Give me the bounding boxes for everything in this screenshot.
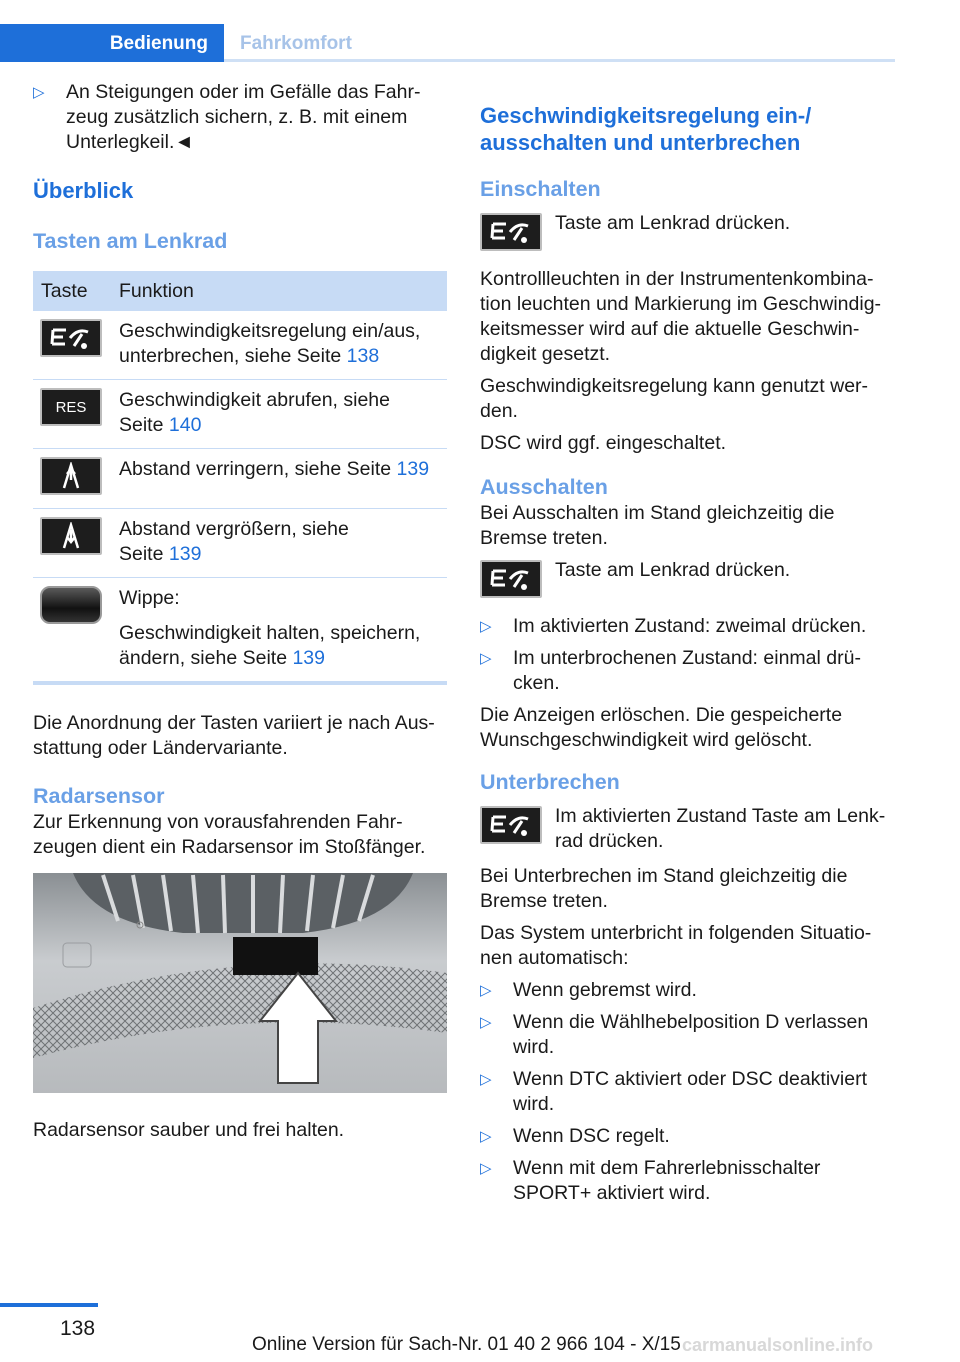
arrangement-note: [33, 711, 447, 761]
heading-unterbrechen: Unterbrechen: [480, 770, 620, 794]
instruction-text: Taste am Lenkrad drücken.: [555, 559, 791, 581]
heading-ausschalten: Ausschalten: [480, 475, 608, 499]
text-line: Zur Erkennung von vorausfahrenden Fahr-: [33, 811, 403, 833]
page-link[interactable]: 139: [292, 647, 325, 669]
text-line: nen automatisch:: [480, 947, 629, 969]
on-text-3: DSC wird ggf. eingeschaltet.: [480, 432, 727, 454]
distance-decrease-icon: [40, 457, 102, 495]
left-column: [33, 80, 447, 1143]
interrupt-text-1: [480, 864, 896, 914]
page-header: [0, 0, 895, 62]
text-line: Das System unterbricht in folgenden Situatio-: [480, 922, 872, 944]
table-cell-text: ändern, siehe Seite: [119, 647, 293, 669]
interrupt-bullet: [480, 1010, 896, 1060]
text-line: digkeit gesetzt.: [480, 343, 611, 365]
bullet-triangle-icon: ▷: [480, 618, 492, 635]
page-number: 138: [60, 1317, 96, 1340]
off-bullet: [480, 646, 896, 696]
interrupt-bullet: [480, 1067, 896, 1117]
heading-main: [480, 102, 896, 156]
table-cell-text: Geschwindigkeit halten, speichern,: [119, 622, 421, 644]
table-header-funktion: Funktion: [111, 271, 447, 311]
table-row: [33, 578, 447, 684]
bullet-line: Unterlegkeil.◄: [66, 131, 194, 153]
table-row: [33, 380, 447, 449]
bullet-line: SPORT+ aktiviert wird.: [513, 1182, 711, 1204]
bullet-line: zeug zusätzlich sichern, z. B. mit einem: [66, 106, 408, 128]
text-line: Kontrollleuchten in der Instrumentenkombina-: [480, 268, 874, 290]
radar-sensor-photo: [33, 873, 447, 1093]
radar-text: [33, 810, 447, 860]
table-cell-text: unterbrechen, siehe Seite: [119, 345, 347, 367]
page-link[interactable]: 139: [168, 543, 202, 565]
table-cell-text: Seite: [119, 414, 169, 436]
on-text-1: [480, 267, 896, 367]
page-link[interactable]: 140: [168, 414, 202, 436]
text-line: den.: [480, 400, 518, 422]
interrupt-bullet: [480, 978, 896, 1003]
photo-caption: Radarsensor sauber und frei halten.: [33, 1119, 345, 1141]
bullet-line: wird.: [513, 1036, 555, 1058]
table-row: [33, 311, 447, 380]
rocker-switch-icon: [40, 586, 102, 624]
distance-increase-icon: [40, 517, 102, 555]
bullet-triangle-icon: ▷: [480, 1014, 492, 1031]
interrupt-bullet: [480, 1156, 896, 1206]
bullet-triangle-icon: ▷: [480, 982, 492, 999]
instruction-text: rad drücken.: [555, 830, 664, 852]
text-line: Die Anordnung der Tasten variiert je nach Aus-: [33, 712, 435, 734]
text-line: Bremse treten.: [480, 527, 608, 549]
interrupt-text-2: [480, 921, 896, 971]
table-cell-text: Wippe:: [119, 587, 180, 609]
off-after-text: [480, 703, 896, 753]
table-cell-text: Seite: [119, 543, 169, 565]
off-bullet: [480, 614, 896, 639]
text-line: zeugen dient ein Radarsensor im Stoßfänger.: [33, 836, 426, 858]
bullet-triangle-icon: ▷: [480, 1071, 492, 1088]
tab-bedienung[interactable]: Bedienung: [0, 24, 224, 62]
bullet-triangle-icon: ▷: [480, 1160, 492, 1177]
tab-fahrkomfort[interactable]: Fahrkomfort: [240, 33, 352, 54]
instruction-text: Taste am Lenkrad drücken.: [555, 212, 791, 234]
interrupt-instruction: [480, 804, 896, 854]
heading-radar: Radarsensor: [33, 784, 165, 808]
interrupt-bullet: [480, 1124, 896, 1149]
cruise-control-icon: [480, 213, 542, 251]
table-header-taste: Taste: [33, 271, 111, 311]
text-line: Bei Ausschalten im Stand gleichzeitig die: [480, 502, 835, 524]
table-header-row: [33, 271, 447, 311]
bullet-line: Wenn DSC regelt.: [513, 1125, 670, 1147]
bullet-triangle-icon: ▷: [480, 1128, 492, 1145]
watermark: carmanualsonline.info: [682, 1335, 874, 1355]
bullet-triangle-icon: ▷: [33, 84, 45, 101]
bullet-line: An Steigungen oder im Gefälle das Fahr-: [66, 81, 421, 103]
bullet-triangle-icon: ▷: [480, 650, 492, 667]
text-line: Geschwindigkeitsregelung kann genutzt wer-: [480, 375, 869, 397]
text-line: tion leuchten und Markierung im Geschwindig-: [480, 293, 882, 315]
heading-line: Geschwindigkeitsregelung ein-/: [480, 103, 812, 128]
heading-line: ausschalten und unterbrechen: [480, 130, 801, 155]
table-row: [33, 449, 447, 509]
header-rule: [224, 59, 895, 62]
page-link[interactable]: 138: [346, 345, 380, 367]
text-line: keitsmesser wird auf die aktuelle Geschwin-: [480, 318, 860, 340]
bullet-line: wird.: [513, 1093, 555, 1115]
bullet-line: Wenn die Wählhebelposition D verlassen: [513, 1011, 869, 1033]
heading-einschalten: Einschalten: [480, 177, 601, 201]
cruise-control-icon: [40, 319, 102, 357]
cruise-control-icon: [480, 560, 542, 598]
off-text: [480, 501, 896, 551]
text-line: Wunschgeschwindigkeit wird gelöscht.: [480, 729, 813, 751]
table-cell-text: Abstand vergrößern, siehe: [119, 518, 349, 540]
bullet-line: cken.: [513, 672, 560, 694]
bullet-line: Wenn DTC aktiviert oder DSC deaktiviert: [513, 1068, 868, 1090]
footer-text: Online Version für Sach-Nr. 01 40 2 966 104 - X/15: [252, 1334, 681, 1355]
text-line: Die Anzeigen erlöschen. Die gespeicherte: [480, 704, 843, 726]
table-cell-text: Geschwindigkeit abrufen, siehe: [119, 389, 390, 411]
on-instruction: [480, 211, 896, 257]
buttons-table: [33, 271, 447, 685]
table-cell-text: Abstand verringern, siehe Seite: [119, 458, 397, 480]
heading-steering-buttons: Tasten am Lenkrad: [33, 229, 228, 253]
table-row: [33, 509, 447, 578]
footer-rule: [0, 1303, 98, 1307]
text-line: stattung oder Ländervariante.: [33, 737, 288, 759]
bullet-line: Wenn mit dem Fahrerlebnisschalter: [513, 1157, 821, 1179]
bullet-line: Im aktivierten Zustand: zweimal drücken.: [513, 615, 867, 637]
text-line: Bremse treten.: [480, 890, 608, 912]
text-line: Bei Unterbrechen im Stand gleichzeitig die: [480, 865, 848, 887]
cruise-control-icon: [480, 806, 542, 844]
res-icon: RES: [40, 388, 102, 426]
heading-overview: Überblick: [33, 178, 134, 203]
intro-bullet: [33, 80, 447, 155]
page-link[interactable]: 139: [396, 458, 430, 480]
bullet-line: Wenn gebremst wird.: [513, 979, 697, 1001]
instruction-text: Im aktivierten Zustand Taste am Lenk-: [555, 805, 886, 827]
table-cell-text: Geschwindigkeitsregelung ein/aus,: [119, 320, 421, 342]
bullet-line: Im unterbrochenen Zustand: einmal drü-: [513, 647, 861, 669]
on-text-2: [480, 374, 896, 424]
right-column: [480, 80, 896, 1213]
off-instruction: [480, 558, 896, 604]
